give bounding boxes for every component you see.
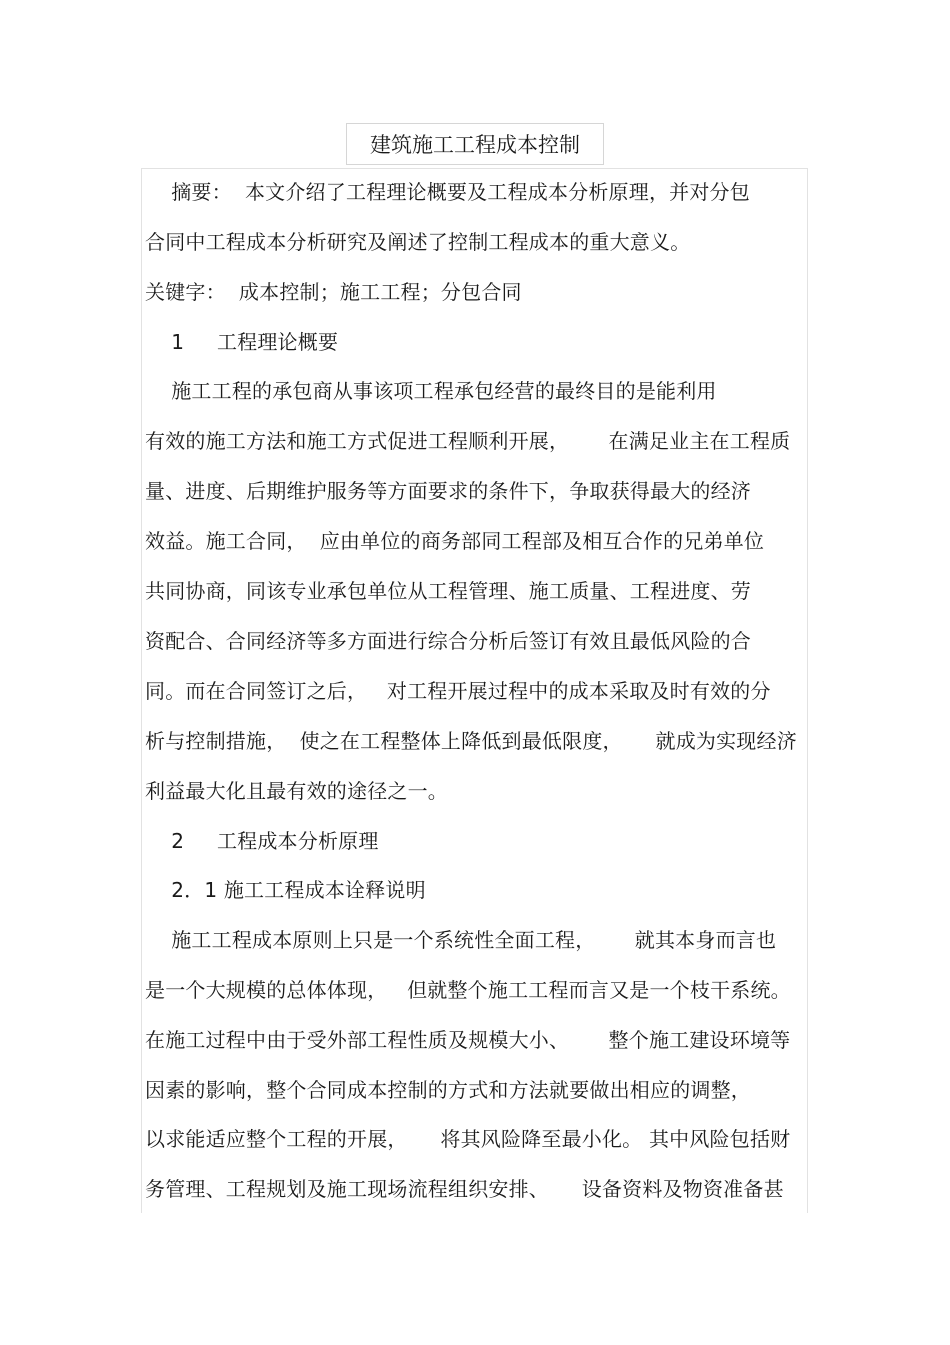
body-line: 析与控制措施， 使之在工程整体上降低到最低限度， 就成为实现经济: [145, 729, 797, 753]
document-title: 建筑施工工程成本控制: [370, 133, 580, 157]
body-line: 在施工过程中由于受外部工程性质及规模大小、 整个施工建设环境等: [145, 1028, 791, 1052]
section-heading: 2 工程成本分析原理: [145, 829, 379, 853]
body-line: 共同协商，同该专业承包单位从工程管理、施工质量、工程进度、劳: [145, 579, 751, 603]
body-line: 关键字： 成本控制；施工工程；分包合同: [145, 280, 522, 304]
subsection-heading: 2．1 施工工程成本诠释说明: [145, 878, 426, 902]
body-line: 施工工程的承包商从事该项工程承包经营的最终目的是能利用: [145, 379, 717, 403]
body-line: 量、进度、后期维护服务等方面要求的条件下，争取获得最大的经济: [145, 479, 751, 503]
body-line: 利益最大化且最有效的途径之一。: [145, 779, 448, 803]
body-line: 有效的施工方法和施工方式促进工程顺利开展， 在满足业主在工程质: [145, 429, 791, 453]
section-heading: 1 工程理论概要: [145, 330, 339, 354]
body-line: 同。而在合同签订之后， 对工程开展过程中的成本采取及时有效的分: [145, 679, 771, 703]
body-line: 合同中工程成本分析研究及阐述了控制工程成本的重大意义。: [145, 230, 691, 254]
body-line: 务管理、工程规划及施工现场流程组织安排、 设备资料及物资准备甚: [145, 1177, 784, 1201]
title-box: [346, 123, 604, 165]
body-line: 摘要： 本文介绍了工程理论概要及工程成本分析原理，并对分包: [145, 180, 750, 204]
body-line: 因素的影响，整个合同成本控制的方式和方法就要做出相应的调整，: [145, 1078, 751, 1102]
body-line: 施工工程成本原则上只是一个系统性全面工程， 就其本身而言也: [145, 928, 777, 952]
body-line: 以求能适应整个工程的开展， 将其风险降至最小化。 其中风险包括财: [145, 1127, 791, 1151]
body-line: 是一个大规模的总体体现， 但就整个施工工程而言又是一个枝干系统。: [145, 978, 791, 1002]
body-line: 效益。施工合同， 应由单位的商务部同工程部及相互合作的兄弟单位: [145, 529, 765, 553]
body-line: 资配合、合同经济等多方面进行综合分析后签订有效且最低风险的合: [145, 629, 751, 653]
